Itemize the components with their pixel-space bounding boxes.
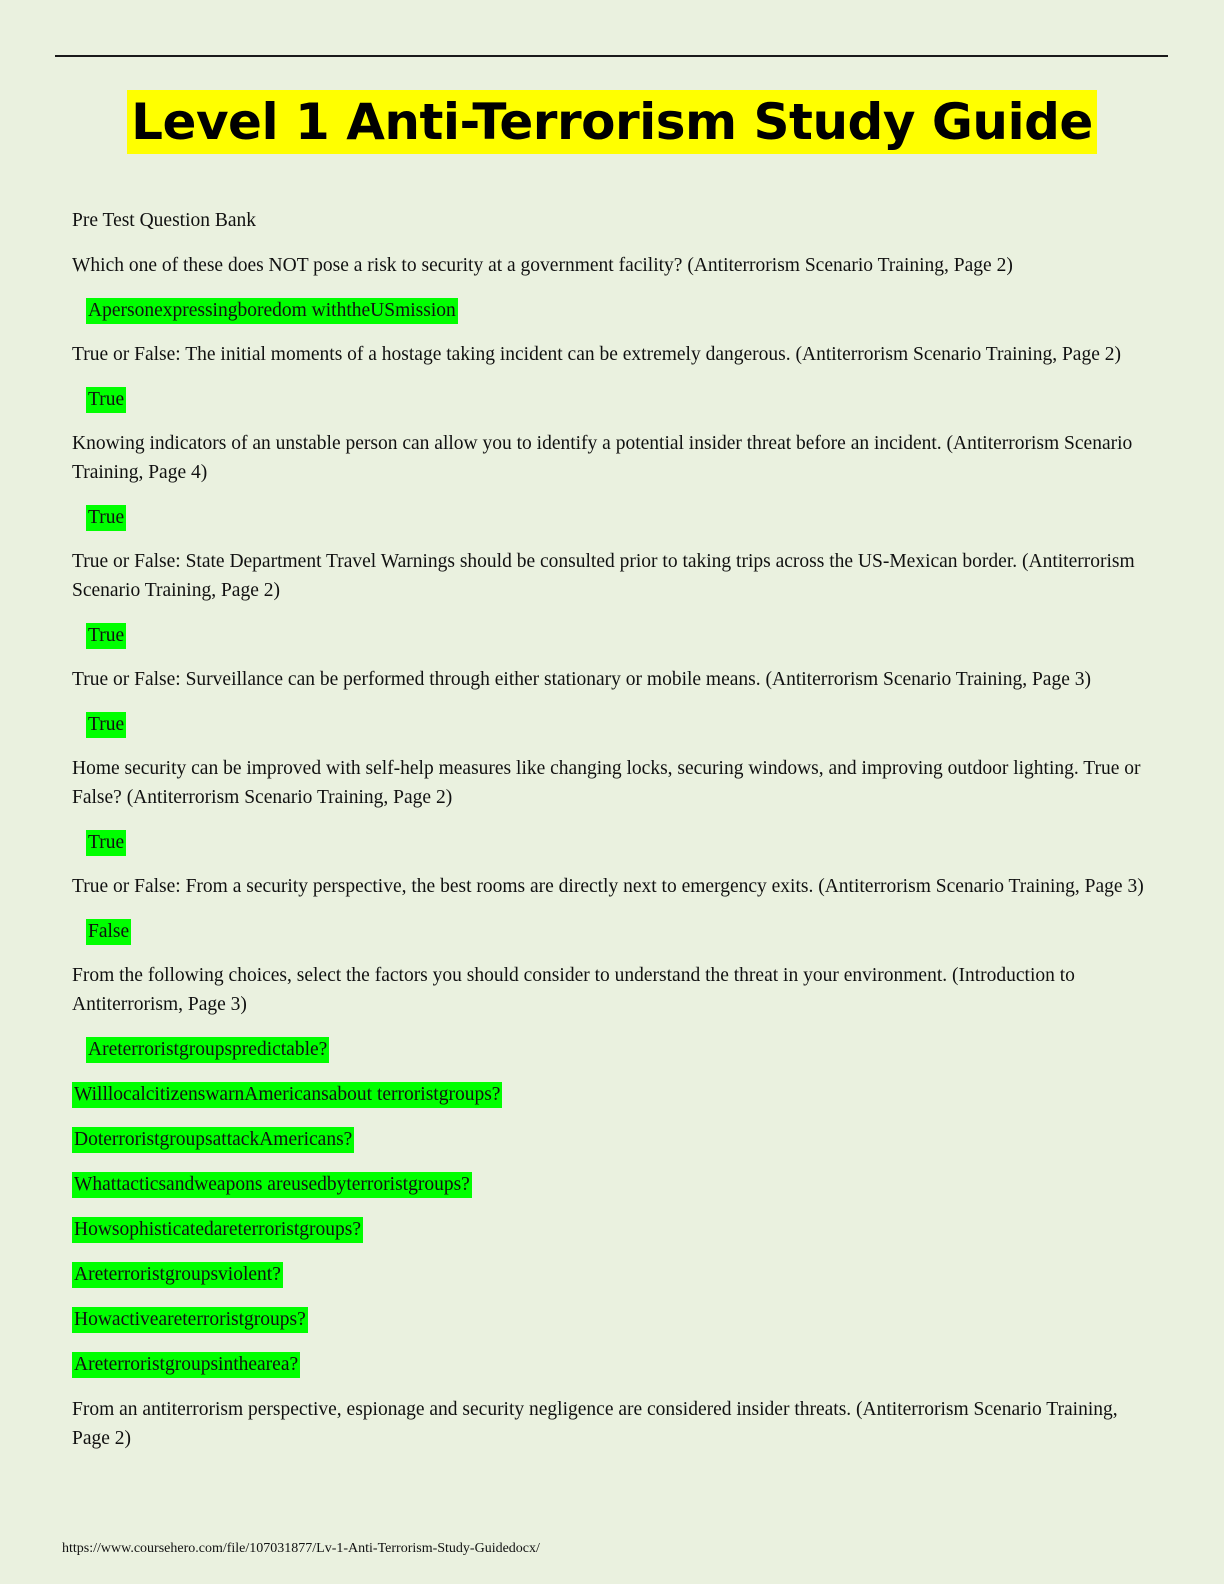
highlighted-answer: Areterroristgroupsinthearea? — [72, 1352, 300, 1378]
answer-row — [72, 710, 1157, 754]
highlighted-answer: Howsophisticatedareterroristgroups? — [72, 1217, 363, 1243]
section-heading: Pre Test Question Bank — [72, 210, 257, 231]
title-container — [0, 90, 1224, 154]
answer-row — [72, 828, 1157, 872]
question-text: Which one of these does NOT pose a risk to security at a government facility? (Antiterrorism Scenario Training, Page 2) — [72, 255, 1013, 276]
highlighted-answer: Howactiveareterroristgroups? — [72, 1307, 308, 1333]
footer-source-link[interactable]: https://www.coursehero.com/file/107031877/Lv-1-Anti-Terrorism-Study-Guidedocx/ — [62, 1541, 540, 1556]
question-text: Home security can be improved with self-help measures like changing locks, securing windows, and improving outdoor lighting. True or False? (Antiterrorism Scenario Training, Page 2) — [72, 758, 1141, 808]
answer-row — [72, 917, 1157, 961]
question-text: True or False: Surveillance can be performed through either stationary or mobile means. (Antiterrorism Scenario Training, Page 3) — [72, 669, 1091, 690]
highlighted-answer: True — [86, 712, 126, 738]
top-divider — [55, 55, 1168, 57]
answer-row — [72, 1215, 1157, 1244]
answer-row — [72, 1170, 1157, 1199]
question-text: True or False: State Department Travel Warnings should be consulted prior to taking trips across the US-Mexican border. (Antiterrorism Scenario Training, Page 2) — [72, 551, 1135, 601]
document-body — [72, 206, 1157, 1469]
highlighted-answer: Apersonexpressingboredom withtheUSmission — [86, 298, 458, 324]
question-text: Knowing indicators of an unstable person can allow you to identify a potential insider threat before an incident. (Antiterrorism Scenario Training, Page 4) — [72, 433, 1133, 483]
highlighted-answer: Areterroristgroupsviolent? — [72, 1262, 283, 1288]
answer-row — [72, 385, 1157, 429]
answer-row — [72, 1260, 1157, 1289]
answer-choice-list — [72, 1035, 1157, 1379]
highlighted-answer: Areterroristgroupspredictable? — [86, 1037, 329, 1063]
highlighted-answer: True — [86, 387, 126, 413]
answer-row — [72, 621, 1157, 665]
answer-row — [72, 503, 1157, 547]
answer-row — [72, 1125, 1157, 1154]
answer-row — [72, 1035, 1157, 1064]
question-text: From the following choices, select the factors you should consider to understand the threat in your environment. (Introduction to Antiterrorism, Page 3) — [72, 965, 1075, 1015]
highlighted-answer: False — [86, 919, 131, 945]
question-text: True or False: The initial moments of a hostage taking incident can be extremely dangerous. (Antiterrorism Scenario Training, Page 2) — [72, 344, 1121, 365]
highlighted-answer: True — [86, 623, 126, 649]
highlighted-answer: True — [86, 505, 126, 531]
highlighted-answer: Whattacticsandweapons areusedbyterroristgroups? — [72, 1172, 472, 1198]
answer-row — [72, 1080, 1157, 1109]
question-text: True or False: From a security perspective, the best rooms are directly next to emergency exits. (Antiterrorism Scenario Training, Page 3) — [72, 876, 1144, 897]
question-text: From an antiterrorism perspective, espionage and security negligence are considered insider threats. (Antiterrorism Scenario Training, Page 2) — [72, 1399, 1118, 1449]
highlighted-answer: DoterroristgroupsattackAmericans? — [72, 1127, 354, 1153]
highlighted-answer: True — [86, 830, 126, 856]
document-title: Level 1 Anti-Terrorism Study Guide — [127, 90, 1097, 154]
highlighted-answer: WilllocalcitizenswarnAmericansabout terroristgroups? — [72, 1082, 502, 1108]
answer-row — [72, 1305, 1157, 1334]
answer-row — [72, 1350, 1157, 1379]
answer-row — [72, 296, 1157, 340]
